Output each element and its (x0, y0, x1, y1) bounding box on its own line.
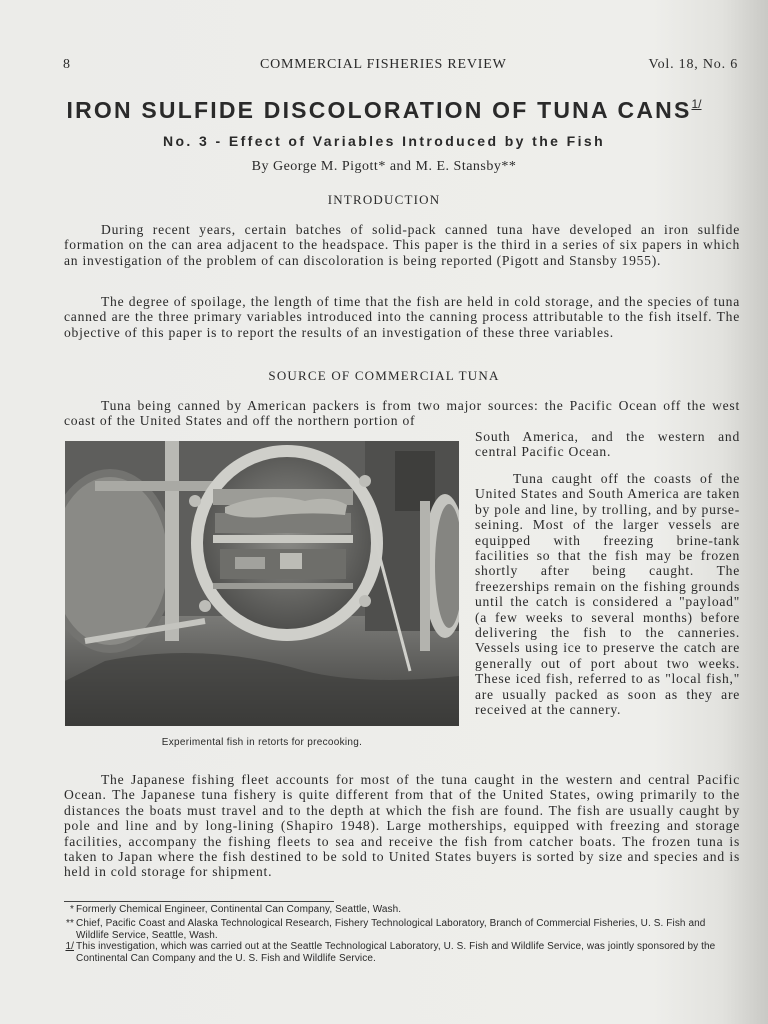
title-footnote-ref: 1/ (691, 97, 702, 111)
running-head (63, 57, 738, 77)
source-paragraph-2: Tuna caught off the coasts of the United States and South America are taken by pole and line, by trolling, and by purse-seining. Most of the larger vessels are equipped with freezing brine-tank facilities so that the fish may be frozen shortly after being caught. The freezerships remain on the fishing grounds until the catch is considered a "payload" (a few weeks to several months) before delivering the fish to the canneries. Vessels using ice to preserve the catch are generally out of port about two weeks. These iced fish, referred to as "local fish," are usually packed as soon as they are received at the cannery. (475, 471, 740, 718)
footnote-2 (66, 918, 740, 942)
byline: By George M. Pigott* and M. E. Stansby** (251, 159, 517, 174)
volume-info: Vol. 18, No. 6 (648, 57, 738, 72)
footnote-1 (70, 904, 740, 916)
intro-paragraph-2: The degree of spoilage, the length of time that the fish are held in cold storage, and the species of tuna canned are the three primary variables introduced into the canning process attributable to the fish itself. The objective of this paper is to report the results of an investigation of these three variables. (64, 294, 740, 340)
footnote-3 (65, 941, 740, 965)
article-title (0, 97, 768, 124)
source-paragraph-1: Tuna being canned by American packers is from two major sources: the Pacific Ocean off the west coast of the United States and off the northern portion of (64, 398, 740, 429)
figure-caption: Experimental fish in retorts for precooking. (161, 737, 363, 748)
footnote-2-text: Chief, Pacific Coast and Alaska Technological Research, Fishery Technological Laboratory, Branch of Commercial Fisheries, U. S. Fish and Wildlife Service, Seattle, Wash. (76, 918, 706, 941)
footnote-divider (64, 901, 334, 902)
heading-source: SOURCE OF COMMERCIAL TUNA (268, 368, 500, 383)
footnote-2-mark: ** (66, 918, 74, 929)
heading-introduction: INTRODUCTION (327, 192, 441, 207)
journal-title: COMMERCIAL FISHERIES REVIEW (260, 57, 507, 72)
retort-photo-illustration (65, 441, 459, 726)
intro-paragraph-1: During recent years, certain batches of solid-pack canned tuna have developed an iron sulfide formation on the can area adjacent to the headspace. This paper is the third in a series of six papers in which an investigation of the problem of can discoloration is being reported (Pigott and Stansby 1955). (64, 222, 740, 268)
source-paragraph-1-continued: South America, and the western and central Pacific Ocean. (475, 429, 740, 460)
footnote-3-mark: 1/ (65, 941, 74, 952)
article-title-text: IRON SULFIDE DISCOLORATION OF TUNA CANS (66, 97, 692, 123)
footnote-3-text: This investigation, which was carried out at the Seattle Technological Laboratory, U. S. Fish and Wildlife Service, was jointly sponsored by the Continental Can Company and the U. S. Fish and Wildlife Service. (76, 941, 716, 964)
footnote-1-mark: * (70, 904, 74, 915)
footnote-1-text: Formerly Chemical Engineer, Continental Can Company, Seattle, Wash. (76, 904, 402, 915)
page-number: 8 (63, 57, 71, 72)
article-subtitle: No. 3 - Effect of Variables Introduced by the Fish (162, 133, 606, 149)
photo-retorts (65, 441, 459, 726)
source-paragraph-3: The Japanese fishing fleet accounts for most of the tuna caught in the western and central Pacific Ocean. The Japanese tuna fishery is quite different from that of the United States, owing primarily to the distances the boats must travel and to the depth at which the fish are found. The fish are usually caught by pole and line and by long-lining (Shapiro 1948). Large motherships, equipped with freezing and storage facilities, accompany the fishing fleets to sea and receive the fish from catcher boats. The frozen tuna is taken to Japan where the fish destined to be sold to United States buyers is sorted by size and species and is held in cold storage for shipment. (64, 772, 740, 880)
